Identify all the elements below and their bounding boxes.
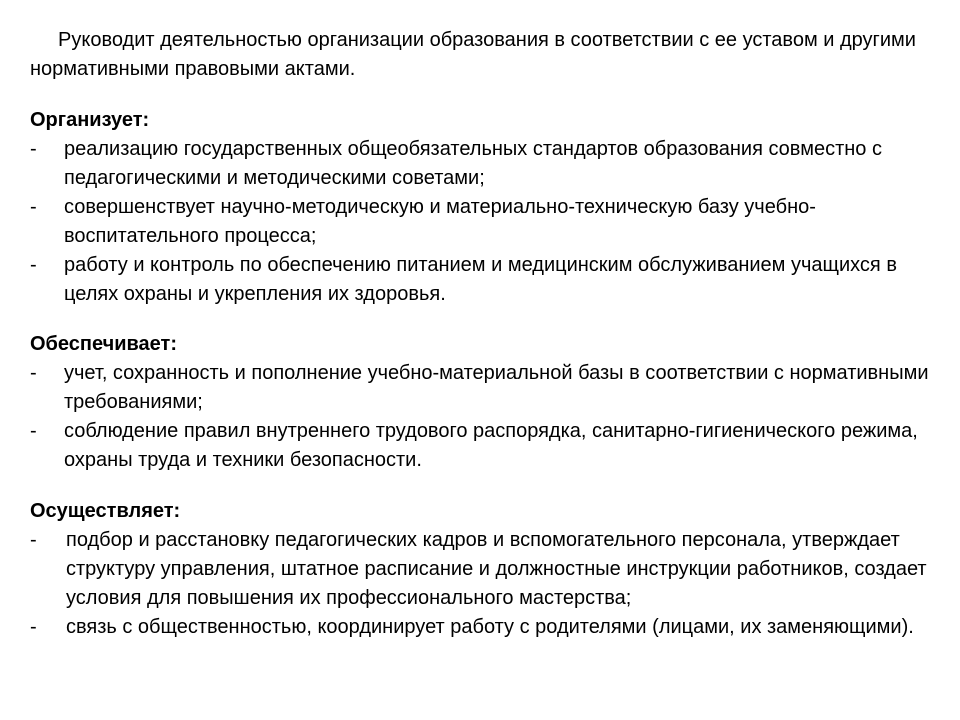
list-item	[30, 417, 935, 475]
list-item	[30, 251, 935, 309]
list-item	[30, 193, 935, 251]
section-heading: Организует:	[30, 109, 150, 131]
list-item	[30, 613, 935, 642]
section-heading: Обеспечивает:	[30, 333, 177, 355]
dash-bullet: -	[30, 362, 37, 384]
section-performs	[30, 497, 935, 642]
dash-bullet: -	[30, 420, 37, 442]
dash-bullet: -	[30, 254, 37, 276]
dash-bullet: -	[30, 616, 37, 638]
intro-paragraph: Руководит деятельностью организации образования в соответствии с ее уставом и другими нормативными правовыми актами.	[30, 29, 916, 80]
section-organizes	[30, 106, 935, 309]
list-item	[30, 526, 935, 613]
item-text: реализацию государственных общеобязательных стандартов образования совместно с педагогическими и методическими советами;	[64, 138, 882, 189]
item-text: совершенствует научно-методическую и материально-техническую базу учебно-воспитательного процесса;	[64, 196, 816, 247]
item-text: связь с общественностью, координирует работу с родителями (лицами, их заменяющими).	[66, 616, 914, 638]
list-item	[30, 359, 935, 417]
dash-bullet: -	[30, 138, 37, 160]
item-text: подбор и расстановку педагогических кадров и вспомогательного персонала, утверждает структуру управления, штатное расписание и должностные инструкции работников, создает условия для повышения их профессионального мастерства;	[66, 529, 927, 609]
item-text: учет, сохранность и пополнение учебно-материальной базы в соответствии с нормативными требованиями;	[64, 362, 929, 413]
section-heading: Осуществляет:	[30, 500, 181, 522]
item-list	[30, 359, 935, 475]
item-list	[30, 135, 935, 309]
dash-bullet: -	[30, 196, 37, 218]
item-list	[30, 526, 935, 642]
list-item	[30, 135, 935, 193]
dash-bullet: -	[30, 529, 37, 551]
item-text: работу и контроль по обеспечению питанием и медицинским обслуживанием учащихся в целях охраны и укрепления их здоровья.	[64, 254, 897, 305]
section-provides	[30, 330, 935, 475]
item-text: соблюдение правил внутреннего трудового распорядка, санитарно-гигиенического режима, охраны труда и техники безопасности.	[64, 420, 918, 471]
